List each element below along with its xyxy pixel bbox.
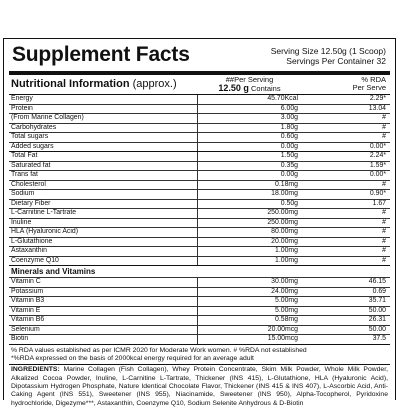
ingredients-text: Marine Collagen (Fish Collagen), Whey Protein Concentrate, Skim Milk Powder, Whole Milk Powder, Alkalized Cocoa Powder, Inuline, L-Carnitine L-Tartrate, Thickener (INS 415), L-Glutathione, HLA (Hyaluronic Acid), Dipotassium Hydrogen Phosphate, Nature Identical Chocolate Flavor, Thickener (INS 415 & INS 407), L-Ascorbic Acid, Anti-Caking Agent (INS 551), Sweetener (INS 955), Niacinamide, Sweetener (INS 950), Alpha-Tocopherol, Pyridoxine hydrochloride, Digezyme***, Astaxanthin, Coenzyme Q10, Sodium Selenite Anhydrous & D-Biotin bbox=[11, 366, 388, 407]
nutrient-rda: # bbox=[382, 180, 386, 188]
nutrient-rda: 13.04 bbox=[368, 104, 386, 112]
nutrient-amount: 20.00mg bbox=[197, 238, 302, 247]
column-header bbox=[9, 75, 390, 95]
nutrient-amount: 5.00mg bbox=[197, 307, 302, 316]
footnote-energy: *%RDA expressed on the basis of 2000kcal energy required for an average adult bbox=[9, 355, 390, 365]
nutrient-name: Carbohydrates bbox=[11, 123, 57, 131]
nutrient-name: Saturated fat bbox=[11, 161, 51, 169]
nutrient-amount: 1.80g bbox=[197, 124, 302, 133]
per-serving-line1: ##Per Serving bbox=[225, 75, 274, 84]
table-row bbox=[9, 133, 390, 143]
nutrient-name: Protein bbox=[11, 104, 33, 112]
table-row bbox=[9, 124, 390, 134]
minerals-heading: Minerals and Vitamins bbox=[9, 266, 390, 278]
nutrient-name: (From Marine Collagen) bbox=[11, 114, 84, 121]
per-serving-contains: Contains bbox=[251, 84, 281, 93]
nutrient-amount: 15.00mcg bbox=[197, 335, 302, 344]
table-row bbox=[9, 171, 390, 181]
nutrient-rda: 37.5 bbox=[372, 335, 386, 342]
nutrient-rda: 0.90* bbox=[369, 190, 386, 197]
nutrient-rda: # bbox=[382, 218, 386, 226]
nutrient-name: Inuline bbox=[11, 218, 32, 226]
nutrient-name: Biotin bbox=[11, 335, 29, 342]
table-row bbox=[9, 297, 390, 307]
per-serving-heading bbox=[197, 76, 302, 93]
table-row bbox=[9, 200, 390, 210]
serving-size: Serving Size 12.50g (1 Scoop) bbox=[270, 46, 386, 56]
table-row bbox=[9, 143, 390, 153]
nutrient-amount: 250.00mg bbox=[197, 209, 302, 218]
nutrient-amount: 0.00g bbox=[197, 143, 302, 152]
panel-header bbox=[9, 39, 390, 71]
per-serving-amount: 12.50 g bbox=[218, 83, 249, 93]
table-row bbox=[9, 181, 390, 191]
nutrient-name: Added sugars bbox=[11, 142, 54, 150]
nutritional-info-heading bbox=[11, 78, 177, 90]
nutrient-amount: 1.00mg bbox=[197, 257, 302, 266]
nutrient-name: Energy bbox=[11, 95, 33, 102]
table-row bbox=[9, 326, 390, 336]
nutrient-name: Astaxanthin bbox=[11, 247, 48, 254]
nutrient-amount: 20.00mcg bbox=[197, 326, 302, 335]
approx-label: (approx.) bbox=[132, 78, 177, 90]
nutrient-rda: 26.31 bbox=[368, 316, 386, 323]
panel-title: Supplement Facts bbox=[12, 43, 190, 66]
rda-heading bbox=[353, 76, 386, 92]
nutrient-amount: 45.70Kcal bbox=[197, 95, 302, 104]
nutrient-rda: 35.71 bbox=[368, 297, 386, 304]
nutrient-name: Vitamin E bbox=[11, 306, 41, 314]
nutrient-name: Total sugars bbox=[11, 133, 49, 140]
nutrient-rda: # bbox=[382, 256, 386, 264]
nutrient-amount: 250.00mg bbox=[197, 219, 302, 228]
nutrient-name: Vitamin B6 bbox=[11, 316, 45, 323]
supplement-facts-panel bbox=[3, 38, 396, 407]
nutrient-rda: 1.67 bbox=[372, 199, 386, 207]
ingredients-label: INGREDIENTS: bbox=[11, 366, 60, 374]
nutrient-rda: 0.69 bbox=[372, 287, 386, 295]
table-row bbox=[9, 162, 390, 172]
nutrient-rda: # bbox=[382, 237, 386, 245]
table-row bbox=[9, 190, 390, 200]
table-row bbox=[9, 152, 390, 162]
nutrient-amount: 0.00g bbox=[197, 171, 302, 180]
nutrient-rda: 0.00* bbox=[369, 171, 386, 178]
nutrient-amount: 80.00mg bbox=[197, 228, 302, 237]
nutrient-rda: 50.00 bbox=[368, 325, 386, 333]
rda-line1: % RDA bbox=[361, 75, 386, 84]
nutrient-name: Coenzyme Q10 bbox=[11, 256, 59, 264]
nutrient-rda: 46.15 bbox=[368, 278, 386, 285]
nutrient-name: L-Glutathione bbox=[11, 237, 53, 245]
nutrient-amount: 3.00g bbox=[197, 114, 302, 123]
table-row bbox=[9, 257, 390, 267]
nutrient-rda: # bbox=[382, 209, 386, 216]
nutrient-rda: # bbox=[382, 247, 386, 254]
nutrient-amount: 0.60g bbox=[197, 133, 302, 142]
table-row bbox=[9, 219, 390, 229]
nutrient-rda: # bbox=[382, 228, 386, 235]
nutrient-rda: 50.00 bbox=[368, 306, 386, 314]
nutrient-name: Dietary Fiber bbox=[11, 199, 51, 207]
nutrient-amount: 1.00mg bbox=[197, 247, 302, 256]
table-row bbox=[9, 114, 390, 124]
nutrient-amount: 0.18mg bbox=[197, 181, 302, 190]
table-row bbox=[9, 335, 390, 345]
table-row bbox=[9, 228, 390, 238]
nutrient-rda: 2.24* bbox=[369, 152, 386, 159]
serving-info bbox=[271, 46, 386, 66]
nutrient-rda: 0.00* bbox=[369, 142, 386, 150]
mineral-table bbox=[9, 278, 390, 345]
ingredients-block bbox=[9, 365, 390, 408]
nutrient-rda: 1.59* bbox=[369, 161, 386, 169]
table-row bbox=[9, 105, 390, 115]
table-row bbox=[9, 316, 390, 326]
nutrient-name: Total Fat bbox=[11, 152, 38, 159]
nutrient-amount: 0.50g bbox=[197, 200, 302, 209]
nutrient-name: Vitamin B3 bbox=[11, 297, 45, 304]
nutrient-amount: 18.00mg bbox=[197, 190, 302, 199]
footnote-rda: % RDA values established as per ICMR 2020 for Moderate Work women. # %RDA not established bbox=[11, 346, 307, 354]
nutrient-name: Vitamin C bbox=[11, 278, 41, 285]
nutrient-amount: 30.00mg bbox=[197, 278, 302, 287]
nutrient-rda: # bbox=[382, 114, 386, 121]
nutrient-amount: 0.35g bbox=[197, 162, 302, 171]
rda-line2: Per Serve bbox=[352, 83, 386, 92]
nutrient-amount: 1.50g bbox=[197, 152, 302, 161]
nutrient-rda: # bbox=[382, 123, 386, 131]
nutrient-amount: 6.00g bbox=[197, 105, 302, 114]
nutrient-name: Sodium bbox=[11, 190, 35, 197]
nutrient-rda: # bbox=[382, 133, 386, 140]
servings-per-container: Servings Per Container 32 bbox=[286, 56, 386, 66]
nutrient-amount: 24.00mg bbox=[197, 288, 302, 297]
nutrient-table bbox=[9, 95, 390, 266]
nutrient-name: L-Carnitine L-Tartrate bbox=[11, 209, 77, 216]
nutrient-amount: 0.58mg bbox=[197, 316, 302, 325]
table-row bbox=[9, 247, 390, 257]
nutrient-name: HLA (Hyaluronic Acid) bbox=[11, 228, 79, 235]
nutritional-info-label: Nutritional Information bbox=[11, 78, 130, 90]
table-row bbox=[9, 95, 390, 105]
nutrient-name: Selenium bbox=[11, 325, 40, 333]
table-row bbox=[9, 238, 390, 248]
table-row bbox=[9, 278, 390, 288]
nutrient-name: Trans fat bbox=[11, 171, 38, 178]
nutrient-amount: 5.00mg bbox=[197, 297, 302, 306]
table-row bbox=[9, 209, 390, 219]
table-row bbox=[9, 307, 390, 317]
nutrient-rda: 2.29* bbox=[369, 95, 386, 102]
nutrient-name: Cholesterol bbox=[11, 180, 46, 188]
nutrient-name: Potassium bbox=[11, 287, 44, 295]
table-row bbox=[9, 288, 390, 298]
